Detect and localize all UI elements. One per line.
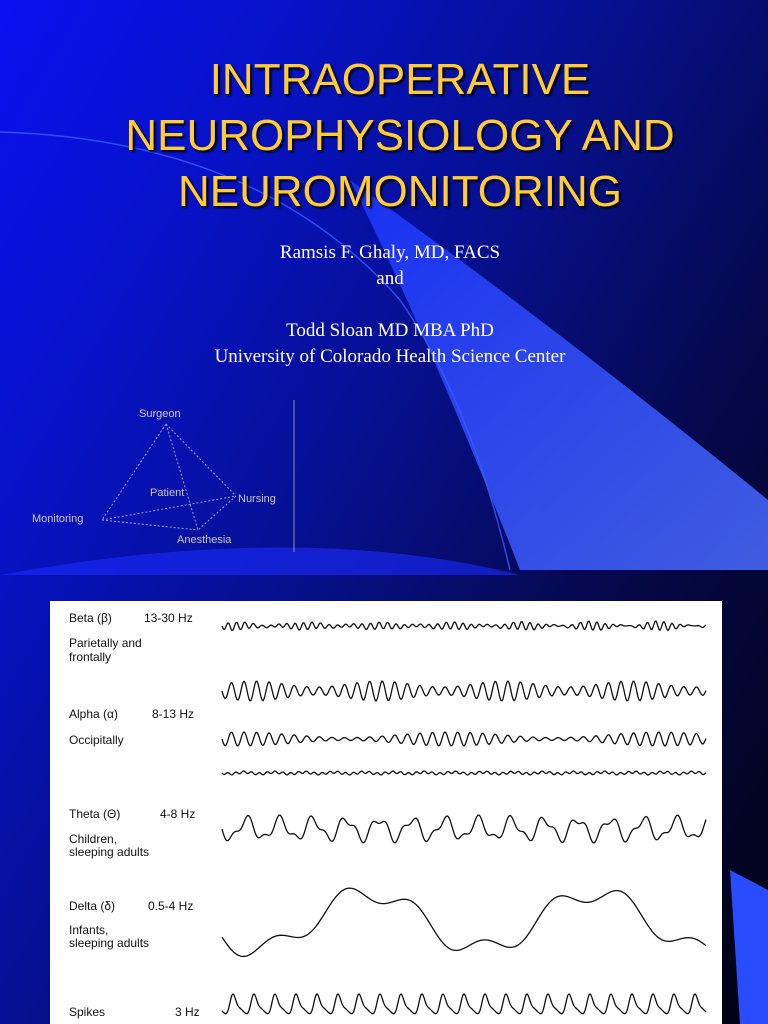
eeg-theta-name: Theta (Θ) <box>69 807 121 821</box>
eeg-beta-note1: Parietally and <box>69 636 142 650</box>
eeg-theta-note1: Children, <box>69 832 118 846</box>
eeg-trace-alpha-2 <box>222 732 706 746</box>
eeg-waveforms <box>50 601 722 1024</box>
eeg-trace-alpha-1 <box>222 681 706 701</box>
edge-surgeon-anesthesia <box>166 424 198 530</box>
title-line-2: NEUROPHYSIOLOGY AND <box>125 111 675 160</box>
eeg-delta-name: Delta (δ) <box>69 899 116 913</box>
edge-nursing-anesthesia <box>198 496 236 530</box>
eeg-trace-delta <box>222 888 706 956</box>
label-nursing: Nursing <box>238 493 276 505</box>
eeg-trace-alpha-3 <box>222 771 706 775</box>
title-line-1: INTRAOPERATIVE <box>209 55 591 104</box>
eeg-spikes-freq: 3 Hz <box>175 1005 200 1019</box>
eeg-theta-note2: sleeping adults <box>69 845 150 859</box>
eeg-figure <box>50 601 722 1024</box>
label-patient: Patient <box>150 487 185 499</box>
eeg-alpha-freq: 8-13 Hz <box>152 707 195 721</box>
edge-monitoring-nursing <box>102 496 236 520</box>
eeg-delta-note2: sleeping adults <box>69 936 150 950</box>
eeg-trace-spikes <box>222 994 706 1014</box>
eeg-beta-freq: 13-30 Hz <box>144 611 193 625</box>
eeg-spikes-name: Spikes <box>69 1005 106 1019</box>
eeg-trace-theta <box>222 815 706 843</box>
label-monitoring: Monitoring <box>32 513 84 525</box>
eeg-beta-name: Beta (β) <box>69 611 112 625</box>
edge-surgeon-monitoring <box>102 424 166 520</box>
eeg-trace-beta <box>222 621 706 630</box>
institution: University of Colorado Health Science Center <box>214 346 566 367</box>
author-1: Ramsis F. Ghaly, MD, FACS <box>279 242 501 263</box>
edge-monitoring-anesthesia <box>102 520 198 530</box>
title-line-3: NEUROMONITORING <box>177 167 623 216</box>
eeg-beta-note2: frontally <box>69 650 112 664</box>
eeg-delta-note1: Infants, <box>69 923 109 937</box>
eeg-delta-freq: 0.5-4 Hz <box>148 899 194 913</box>
eeg-theta-freq: 4-8 Hz <box>160 807 196 821</box>
label-surgeon: Surgeon <box>139 408 181 420</box>
label-anesthesia: Anesthesia <box>177 534 232 546</box>
author-2: Todd Sloan MD MBA PhD <box>286 320 494 341</box>
author-conjunction: and <box>376 268 404 289</box>
eeg-alpha-name: Alpha (α) <box>69 707 118 721</box>
eeg-alpha-note1: Occipitally <box>69 733 124 747</box>
